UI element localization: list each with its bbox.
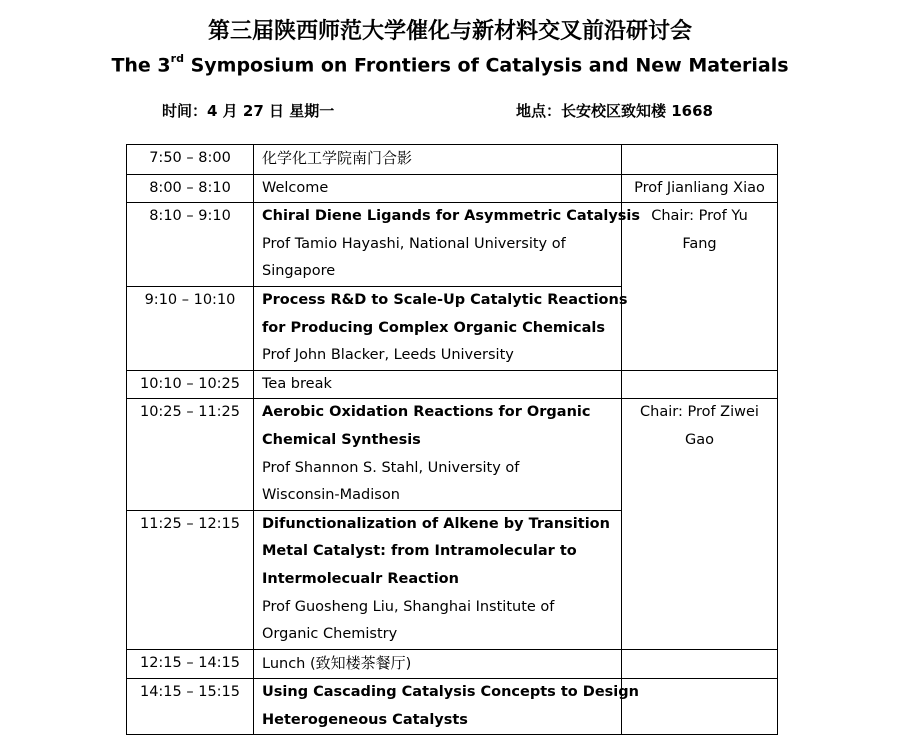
- event-text-close: ): [405, 655, 412, 672]
- event-text: 化学化工学院南门合影: [262, 149, 413, 167]
- talk-cell: [254, 203, 641, 287]
- talk-cell: [254, 510, 622, 649]
- time-cell: 9:10 – 10:10: [127, 286, 254, 370]
- chair-cell: [622, 679, 778, 735]
- table-row: [127, 679, 778, 735]
- chair-name: Fang: [682, 235, 717, 252]
- event-cell: Tea break: [254, 370, 622, 399]
- time-cell: 8:00 – 8:10: [127, 174, 254, 203]
- talk-title: Heterogeneous Catalysts: [262, 711, 468, 728]
- schedule-table: [126, 144, 778, 735]
- talk-speaker: Singapore: [262, 263, 336, 280]
- table-row: [127, 649, 778, 679]
- event-location: 地点：长安校区致知楼 1668: [516, 102, 713, 120]
- time-cell: 7:50 – 8:00: [127, 145, 254, 175]
- table-row: [127, 203, 778, 287]
- talk-speaker: Prof Tamio Hayashi, National University of: [262, 235, 566, 252]
- event-text: Lunch (: [262, 655, 316, 672]
- table-row: [127, 174, 778, 203]
- event-text-cn: 致知楼茶餐厅: [315, 653, 406, 672]
- chair-cell: [622, 370, 778, 399]
- chair-name: Gao: [685, 431, 714, 448]
- talk-speaker: Wisconsin-Madison: [262, 487, 400, 504]
- time-cell: 14:15 – 15:15: [127, 679, 254, 735]
- talk-speaker: Organic Chemistry: [262, 626, 398, 643]
- title-en-suffix: Symposium on Frontiers of Catalysis and New Materials: [183, 54, 789, 77]
- talk-speaker: Prof Guosheng Liu, Shanghai Institute of: [262, 598, 555, 615]
- time-cell: 8:10 – 9:10: [127, 203, 254, 287]
- talk-cell: [254, 286, 628, 370]
- page-title-english: [0, 54, 900, 76]
- chair-cell: Prof Jianliang Xiao: [622, 174, 778, 203]
- talk-title: Aerobic Oxidation Reactions for Organic: [262, 404, 591, 421]
- title-en-ordinal-suffix: rd: [170, 52, 184, 65]
- table-row: [127, 145, 778, 175]
- event-date: 时间：4 月 27 日 星期一: [162, 102, 335, 120]
- chair-cell: [622, 399, 778, 649]
- title-en-prefix: The 3: [111, 54, 171, 77]
- talk-title: Intermolecualr Reaction: [262, 570, 459, 587]
- event-cell: Welcome: [254, 174, 622, 203]
- talk-title: Process R&D to Scale-Up Catalytic Reactions: [262, 291, 628, 308]
- talk-title: Metal Catalyst: from Intramolecular to: [262, 543, 577, 560]
- talk-speaker: Prof John Blacker, Leeds University: [262, 347, 514, 364]
- chair-name: Chair: Prof Ziwei: [640, 404, 759, 421]
- chair-cell: [622, 145, 778, 175]
- talk-cell: [254, 399, 622, 510]
- talk-speaker: Prof Shannon S. Stahl, University of: [262, 459, 520, 476]
- talk-title: Difunctionalization of Alkene by Transition: [262, 515, 610, 532]
- event-cell: [254, 145, 622, 175]
- chair-cell: [622, 203, 778, 371]
- time-cell: 10:25 – 11:25: [127, 399, 254, 510]
- chair-name: Chair: Prof Yu: [651, 208, 748, 225]
- event-cell: [254, 649, 622, 679]
- talk-title: Chemical Synthesis: [262, 431, 421, 448]
- time-cell: 10:10 – 10:25: [127, 370, 254, 399]
- table-row: [127, 370, 778, 399]
- table-row: [127, 399, 778, 510]
- time-cell: 12:15 – 14:15: [127, 649, 254, 679]
- talk-title: Using Cascading Catalysis Concepts to Design: [262, 684, 639, 701]
- time-cell: 11:25 – 12:15: [127, 510, 254, 649]
- talk-title: for Producing Complex Organic Chemicals: [262, 319, 605, 336]
- chair-cell: [622, 649, 778, 679]
- page-title-chinese: 第三届陕西师范大学催化与新材料交叉前沿研讨会: [207, 19, 692, 44]
- talk-cell: [254, 679, 639, 735]
- talk-title: Chiral Diene Ligands for Asymmetric Catalysis: [262, 208, 641, 225]
